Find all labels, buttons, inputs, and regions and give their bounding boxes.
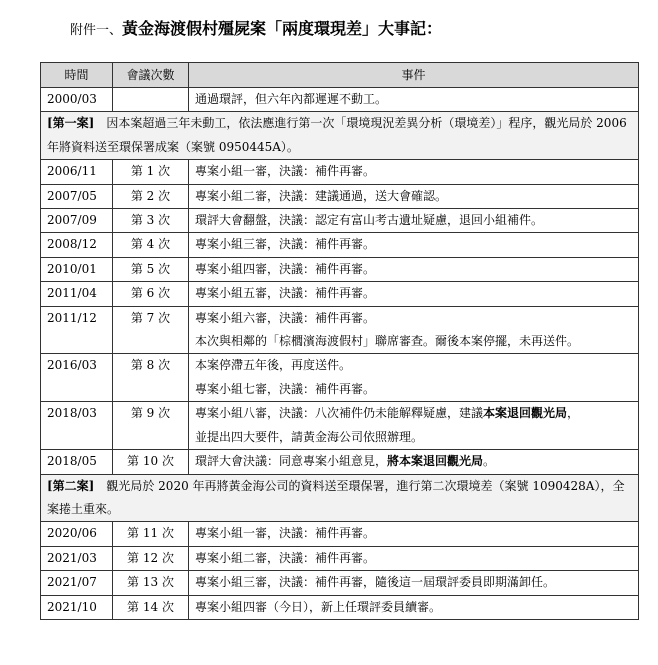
row-event: [189, 402, 639, 450]
row-event: [189, 571, 639, 595]
case-tag: [第一案]: [47, 116, 95, 131]
row-event: [189, 209, 639, 233]
event-segment: 專案小組八審，決議：八次補件仍未能解釋疑慮，建議: [195, 406, 484, 421]
title-main: 黃金海渡假村殭屍案「兩度環現差」大事記：: [122, 19, 443, 38]
row-date: 2000/03: [41, 88, 113, 112]
event-line: 專案小組一審，決議：補件再審。: [195, 526, 376, 541]
case-row: [41, 112, 639, 160]
row-event: [189, 233, 639, 257]
title-prefix: 附件一、: [70, 23, 123, 38]
event-line: 專案小組二審，決議：補件再審。: [195, 550, 376, 565]
row-meeting-count: 第 10 次: [113, 450, 189, 474]
row-event: [189, 184, 639, 208]
event-emphasis: 將本案退回觀光局: [387, 454, 484, 469]
table-row: [41, 402, 639, 450]
event-segment: ，: [567, 406, 580, 421]
table-row: [41, 595, 639, 619]
event-line: 專案小組三審，決議：補件再審，隨後這一屆環評委員即期滿卸任。: [195, 575, 556, 590]
event-line: 專案小組四審，決議：補件再審。: [195, 261, 376, 276]
row-date: 2011/12: [41, 306, 113, 354]
row-meeting-count: 第 4 次: [113, 233, 189, 257]
row-event: [189, 88, 639, 112]
table-row: [41, 160, 639, 184]
page-title: [70, 18, 630, 42]
table-row: [41, 522, 639, 546]
event-line: 本案停滯五年後，再度送件。: [195, 358, 352, 373]
row-date: 2018/03: [41, 402, 113, 450]
row-date: 2010/01: [41, 257, 113, 281]
row-event: [189, 595, 639, 619]
row-event: [189, 160, 639, 184]
table-row: [41, 88, 639, 112]
row-event: [189, 450, 639, 474]
table-row: [41, 257, 639, 281]
row-meeting-count: 第 9 次: [113, 402, 189, 450]
table-row: [41, 571, 639, 595]
chronology-table: [40, 62, 639, 620]
case-tag: [第二案]: [47, 478, 95, 493]
row-meeting-count: 第 7 次: [113, 306, 189, 354]
case-text: 因本案超過三年未動工，依法應進行第一次「環境現況差異分析（環境差）」程序，觀光局於 2006 年將資料送至環保署成案（案號 0950445A）。: [47, 116, 627, 154]
table-row: [41, 354, 639, 402]
row-date: 2016/03: [41, 354, 113, 402]
row-date: 2007/09: [41, 209, 113, 233]
row-event: [189, 257, 639, 281]
table-row: [41, 233, 639, 257]
event-line: [195, 426, 632, 449]
table-row: [41, 209, 639, 233]
row-date: 2021/03: [41, 546, 113, 570]
row-meeting-count: 第 11 次: [113, 522, 189, 546]
event-segment: 並提出四大要件，請黃金海公司依照辦理。: [195, 429, 424, 444]
row-event: [189, 546, 639, 570]
row-meeting-count: 第 8 次: [113, 354, 189, 402]
event-segment: 環評大會決議：同意專案小組意見，: [195, 454, 388, 469]
event-line: [195, 450, 632, 473]
event-line: 專案小組二審，決議：建議通過，送大會確認。: [195, 188, 448, 203]
row-event: [189, 522, 639, 546]
event-line: 通過環評，但六年內都遲遲不動工。: [195, 92, 388, 106]
table-row: [41, 450, 639, 474]
row-meeting-count: 第 14 次: [113, 595, 189, 619]
row-date: 2007/05: [41, 184, 113, 208]
event-emphasis: 本案退回觀光局: [483, 406, 568, 421]
row-meeting-count: 第 5 次: [113, 257, 189, 281]
table-row: [41, 306, 639, 354]
case-text: 觀光局於 2020 年再將黃金海公司的資料送至環保署，進行第二次環境差（案號 1090428A），全案捲土重來。: [47, 478, 625, 516]
event-segment: 。: [483, 454, 496, 469]
header-time: 時間: [41, 63, 113, 88]
event-line: 本次與相鄰的「棕櫚濱海渡假村」聯席審查。爾後本案停擺，未再送件。: [195, 334, 580, 349]
row-date: 2008/12: [41, 233, 113, 257]
table-row: [41, 282, 639, 306]
header-event: 事件: [189, 63, 639, 88]
row-date: 2021/10: [41, 595, 113, 619]
event-line: 專案小組三審，決議：補件再審。: [195, 237, 376, 252]
row-meeting-count: 第 6 次: [113, 282, 189, 306]
row-date: 2006/11: [41, 160, 113, 184]
event-line: 專案小組七審，決議：補件再審。: [195, 381, 376, 396]
row-event: [189, 282, 639, 306]
table-header-row: [41, 63, 639, 88]
row-meeting-count: [113, 88, 189, 112]
header-meeting-count: 會議次數: [113, 63, 189, 88]
event-line: 專案小組六審，決議：補件再審。: [195, 310, 376, 325]
event-line: [195, 402, 632, 425]
row-event: [189, 306, 639, 354]
row-event: [189, 354, 639, 402]
row-date: 2021/07: [41, 571, 113, 595]
row-meeting-count: 第 13 次: [113, 571, 189, 595]
row-meeting-count: 第 12 次: [113, 546, 189, 570]
row-meeting-count: 第 2 次: [113, 184, 189, 208]
row-date: 2011/04: [41, 282, 113, 306]
case-row: [41, 474, 639, 522]
table-row: [41, 546, 639, 570]
row-date: 2020/06: [41, 522, 113, 546]
row-meeting-count: 第 3 次: [113, 209, 189, 233]
case-description: [41, 474, 639, 522]
row-date: 2018/05: [41, 450, 113, 474]
event-line: 環評大會翻盤，決議：認定有富山考古遺址疑慮，退回小組補件。: [195, 213, 544, 228]
table-row: [41, 184, 639, 208]
event-line: 專案小組五審，決議：補件再審。: [195, 286, 376, 301]
event-line: 專案小組四審（今日），新上任環評委員續審。: [195, 599, 442, 614]
event-line: 專案小組一審，決議：補件再審。: [195, 164, 376, 179]
table-body: [41, 88, 639, 620]
case-description: [41, 112, 639, 160]
row-meeting-count: 第 1 次: [113, 160, 189, 184]
